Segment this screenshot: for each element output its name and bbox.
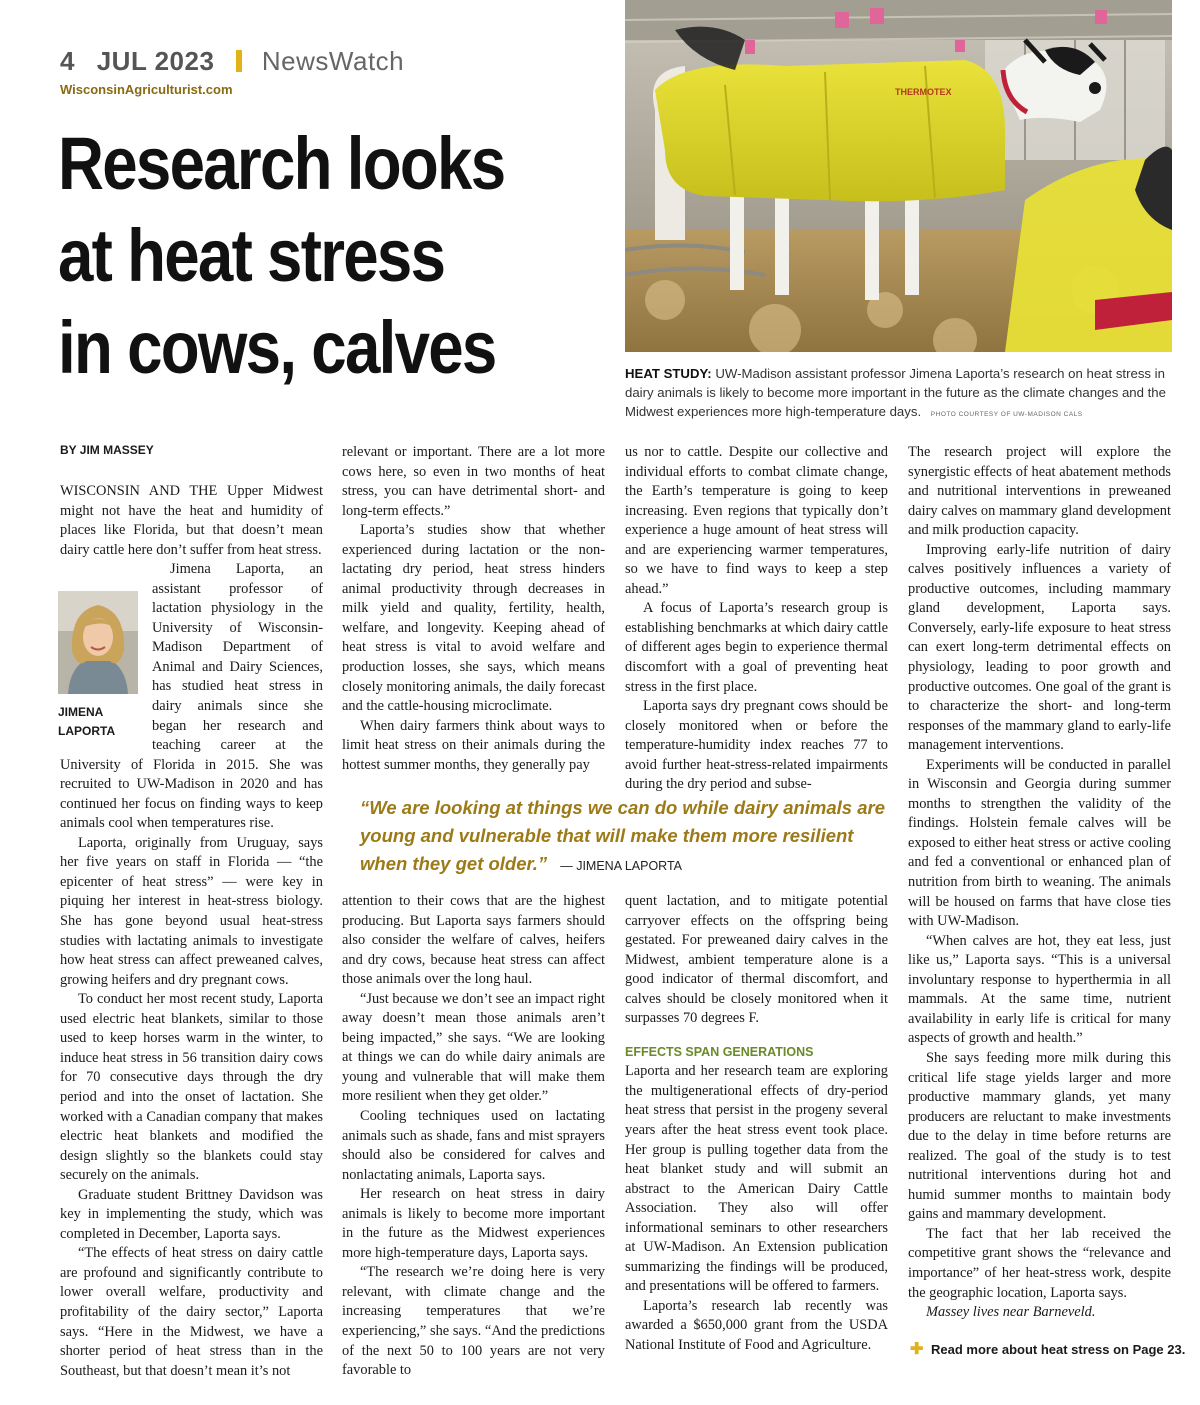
byline: BY JIM MASSEY [60, 443, 154, 457]
paragraph: Improving early-life nutrition of dairy calves positively influences a variety of productive outcomes, including mammary gland development, Laporta says. Conversely, early-life exposure to heat stress can exert long-term detrimental effects on physiology, leading to poor growth and productive outcomes. One goal of the grant is to characterize the short- and long-term responses of the mammary gland to early-life management interventions. [908, 541, 1171, 754]
paragraph: “When calves are hot, they eat less, just like us,” Laporta says. “This is a universal involuntary response to hyperthermia in all mammals. At the same time, nutrient availability in early life is critical for many aspects of growth and health.” [908, 932, 1171, 1047]
headline-line-1: Research looks [58, 122, 505, 205]
author-signoff: Massey lives near Barneveld. [926, 1304, 1096, 1321]
paragraph: Laporta’s studies show that whether experienced during lactation or the non-lactating dry period, heat stress hinders animal productivity through decreases in milk yield and quality, fertility, health, welfare, and longevity. Keeping ahead of heat stress is vital to avoid welfare and production losses, she says, which means closely monitoring animals, the daily forecast and the cattle-housing microclimate. [342, 522, 605, 715]
page-folio [60, 46, 404, 77]
pull-quote-text: “We are looking at things we can do while dairy animals are young and vulnerable that will make them more resilient when they get older.” [360, 797, 886, 874]
mugshot-last-name: LAPORTA [58, 724, 116, 738]
paragraph: She says feeding more milk during this critical life stage yields larger and more productive mammary glands, yet many producers are reluctant to make investments due to the delay in time before returns are realized. The goal of the study is to test nutritional interventions during hot and humid summer months to maintain body gains and mammary development. [908, 1049, 1171, 1223]
paragraph: us nor to cattle. Despite our collective and individual efforts to combat climate change, the Earth’s temperature is going to keep increasing. Even regions that typically don’t experience a huge amount of heat stress will and are experiencing warmer temperatures, so we have to find ways to keep a step ahead.” [625, 444, 888, 597]
section-subhead: EFFECTS SPAN GENERATIONS [625, 1044, 814, 1059]
article-column-1 [60, 482, 323, 1381]
read-more-text: Read more about heat stress on Page 23. [931, 1342, 1186, 1357]
issue-date: JUL 2023 [96, 46, 215, 76]
paragraph: Jimena Laporta, an assistant professor of lactation physiology in the University of Wisconsin-Madison Department of Animal and Dairy Sciences, has studied heat stress in dairy animals since she began her research and teaching career at the University of Florida in 2015. She was recruited to UW-Madison in 2020 and has continued her focus on finding ways to keep animals cool when temperatures rise. [60, 561, 323, 832]
article-column-2-bottom [342, 892, 605, 1381]
caption-text: UW-Madison assistant professor Jimena Laporta’s research on heat stress in dairy animals is likely to become more important in the future as the climate changes and the Midwest experiences more high-temperature days. [625, 366, 1166, 419]
mugshot-float-spacer [60, 580, 152, 754]
pull-quote [360, 794, 900, 880]
paragraph: Cooling techniques used on lactating animals such as shade, fans and mist sprayers should also be considered for calves and nonlactating animals, Laporta says. [342, 1108, 605, 1183]
pull-quote-attribution: — JIMENA LAPORTA [560, 859, 683, 873]
paragraph: quent lactation, and to mitigate potential carryover effects on the offspring being gestated. For preweaned dairy calves in the Midwest, ambient temperature alone is a good indicator of thermal discomfort, and calves should be closely monitored when it surpasses 70 degrees F. [625, 893, 888, 1027]
caption-label: HEAT STUDY: [625, 366, 712, 381]
paragraph: To conduct her most recent study, Laporta used electric heat blankets, similar to those used to keep horses warm in the winter, to induce heat stress in 56 transition dairy cows for 70 consecutive days through the dry period and into the onset of lactation. She worked with a Canadian company that makes electric heat blankets and modified the design slightly so the blankets could stay securely on the animals. [60, 991, 323, 1184]
article-column-4 [908, 443, 1171, 1323]
paragraph: Laporta says dry pregnant cows should be closely monitored when or before the temperature-humidity index reaches 77 to avoid further heat-stress-related impairments during the dry period and subse- [625, 698, 888, 793]
paragraph: Graduate student Brittney Davidson was key in implementing the study, which was completed in December, Laporta says. [60, 1186, 323, 1242]
paragraph: “Just because we don’t see an impact right away doesn’t mean those animals aren’t being impacted,” she says. “We are looking at things we can do while dairy animals are young and vulnerable that will make them more resilient when they get older.” [342, 990, 605, 1105]
paragraph: When dairy farmers think about ways to limit heat stress on their animals during the hottest summer months, they generally pay [342, 717, 605, 773]
headline-line-3: in cows, calves [58, 306, 496, 389]
site-url: WisconsinAgriculturist.com [60, 82, 233, 97]
plus-icon: ✚ [910, 1341, 924, 1358]
paragraph: Laporta’s research lab recently was awarded a $650,000 grant from the USDA National Institute of Food and Agriculture. [625, 1297, 888, 1354]
paragraph: attention to their cows that are the highest producing. But Laporta says farmers should also consider the welfare of calves, heifers and dry cows, because heat stress can affect those animals over the long haul. [342, 893, 605, 988]
paragraph: Laporta, originally from Uruguay, says her five years on staff in Florida — “the epicenter of heat stress” — were key in piquing her interest in heat-stress biology. She has gone beyond usual heat-stress studies with lactating animals to investigate how heat stress can affect preweaned calves, growing heifers and dry pregnant cows. [60, 834, 323, 988]
mugshot-first-name: JIMENA [58, 705, 104, 719]
paragraph: Experiments will be conducted in parallel in Wisconsin and Georgia during summer months to strengthen the validity of the findings. Holstein female calves will be exposed to either heat stress or active cooling and fed a conventional or enhanced plan of nutrition from birth to weaning. The animals will be housed on farms that have close ties with UW-Madison. [908, 756, 1171, 930]
paragraph: The fact that her lab received the competitive grant shows the “relevance and importance” of her heat-stress work, despite the geographic location, Laporta says. [908, 1225, 1171, 1301]
article-column-3-top [625, 443, 888, 795]
paragraph: “The effects of heat stress on dairy cattle are profound and significantly contribute to lower overall welfare, productivity and profitability of the dairy sector,” Laporta says. “Here in the Midwest, we have a shorter period of heat stress than in the Southeast, but that doesn’t mean it’s not [60, 1245, 323, 1379]
article-column-3-bottom [625, 892, 888, 1356]
cow-photo [625, 0, 1172, 352]
article-column-2-top [342, 443, 605, 775]
photo-caption [625, 364, 1175, 424]
page-number: 4 [60, 46, 75, 76]
paragraph: Laporta and her research team are exploring the multigenerational effects of dry-period heat stress that persist in the progeny several years after the heat stress event took place. Her group is pulling together data from the heat blanket study and will submit an abstract to the American Dairy Cattle Association. They also will offer informational seminars to other researchers at UW-Madison. An Extension publication summarizing the findings will be produced, and presentations will be offered to farmers. [625, 1063, 888, 1295]
paragraph: Her research on heat stress in dairy animals is likely to become more important in the future as the Midwest experiences more high-temperature days, Laporta says. [342, 1186, 605, 1261]
paragraph: A focus of Laporta’s research group is establishing benchmarks at which dairy cattle of different ages begin to experience thermal discomfort with a goal of preventing heat stress in the first place. [625, 600, 888, 695]
blanket-brand-label: THERMOTEX [895, 87, 952, 97]
paragraph: The research project will explore the synergistic effects of heat abatement methods and nutritional interventions in preweaned dairy calves on mammary gland development and milk production capacity. [908, 444, 1171, 539]
paragraph: relevant or important. There are a lot more cows here, so even in two months of heat stress, you can have detrimental short- and long-term effects.” [342, 444, 605, 519]
read-more-link[interactable] [910, 1339, 1185, 1359]
barn-scene-illustration [625, 0, 1172, 352]
paragraph: WISCONSIN AND THE Upper Midwest might not have the heat and humidity of places like Florida, but that doesn’t mean dairy cattle here don’t suffer from heat stress. [60, 483, 323, 558]
photo-credit: PHOTO COURTESY OF UW-MADISON CALS [930, 411, 1083, 418]
headline-line-2: at heat stress [58, 214, 445, 297]
folio-divider [236, 50, 242, 72]
headline [58, 118, 505, 394]
paragraph: “The research we’re doing here is very relevant, with climate change and the increasing temperatures that we’re experiencing,” she says. “And the predictions of the next 50 to 100 years are not very favorable to [342, 1264, 605, 1379]
section-name: NewsWatch [261, 46, 405, 76]
